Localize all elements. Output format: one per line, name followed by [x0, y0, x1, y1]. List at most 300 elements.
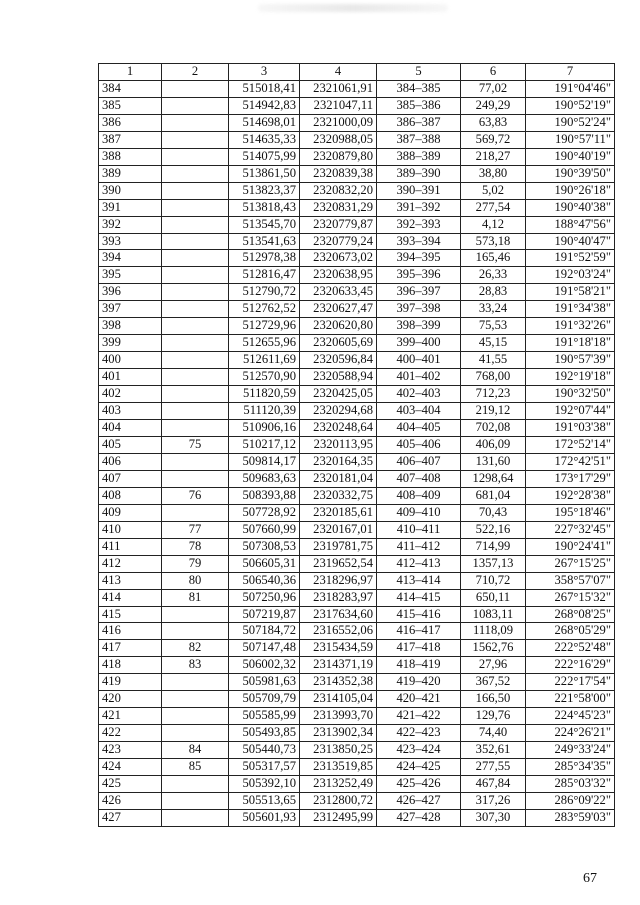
table-row	[99, 80, 615, 97]
table-cell-col-6: 307,30	[461, 809, 526, 826]
table-cell-col-2	[162, 453, 229, 470]
table-cell-col-5: 418–419	[377, 657, 461, 674]
table-cell-col-5: 399–400	[377, 335, 461, 352]
table-cell-col-1: 427	[99, 809, 162, 826]
table-cell-col-3: 505493,85	[229, 725, 300, 742]
table-cell-col-1: 392	[99, 216, 162, 233]
table-cell-col-3: 507250,96	[229, 589, 300, 606]
table-cell-col-3: 514075,99	[229, 148, 300, 165]
table-cell-col-6: 129,76	[461, 708, 526, 725]
table-cell-col-3: 511820,59	[229, 386, 300, 403]
table-cell-col-2: 78	[162, 538, 229, 555]
table-cell-col-4: 2320638,95	[300, 267, 377, 284]
table-cell-col-4: 2320673,02	[300, 250, 377, 267]
table-row	[99, 555, 615, 572]
table-cell-col-6: 712,23	[461, 386, 526, 403]
coordinates-table	[98, 63, 615, 827]
table-cell-col-6: 38,80	[461, 165, 526, 182]
table-cell-col-3: 507147,48	[229, 640, 300, 657]
table-cell-col-6: 1357,13	[461, 555, 526, 572]
table-cell-col-7: 191°32'26"	[526, 318, 615, 335]
table-row	[99, 369, 615, 386]
table-cell-col-5: 398–399	[377, 318, 461, 335]
table-cell-col-3: 513861,50	[229, 165, 300, 182]
header-col-3: 3	[229, 64, 300, 81]
table-cell-col-6: 1118,09	[461, 623, 526, 640]
table-cell-col-4: 2316552,06	[300, 623, 377, 640]
table-cell-col-2	[162, 199, 229, 216]
table-cell-col-4: 2313850,25	[300, 742, 377, 759]
table-cell-col-5: 402–403	[377, 386, 461, 403]
table-row	[99, 521, 615, 538]
table-cell-col-5: 412–413	[377, 555, 461, 572]
table-row	[99, 470, 615, 487]
table-cell-col-7: 192°19'18"	[526, 369, 615, 386]
table-cell-col-1: 410	[99, 521, 162, 538]
table-cell-col-3: 513823,37	[229, 182, 300, 199]
table-cell-col-1: 403	[99, 403, 162, 420]
table-cell-col-3: 512611,69	[229, 352, 300, 369]
table-row	[99, 97, 615, 114]
table-cell-col-4: 2320831,29	[300, 199, 377, 216]
table-cell-col-6: 75,53	[461, 318, 526, 335]
table-cell-col-2	[162, 148, 229, 165]
table-cell-col-5: 420–421	[377, 691, 461, 708]
table-cell-col-1: 413	[99, 572, 162, 589]
table-cell-col-2	[162, 97, 229, 114]
table-cell-col-7: 222°52'48"	[526, 640, 615, 657]
table-row	[99, 759, 615, 776]
table-cell-col-7: 190°40'38"	[526, 199, 615, 216]
table-cell-col-4: 2320425,05	[300, 386, 377, 403]
table-cell-col-1: 426	[99, 792, 162, 809]
table-cell-col-6: 28,83	[461, 284, 526, 301]
table-cell-col-7: 190°40'19"	[526, 148, 615, 165]
table-cell-col-2	[162, 131, 229, 148]
table-cell-col-2	[162, 216, 229, 233]
table-cell-col-7: 285°03'32"	[526, 776, 615, 793]
table-cell-col-2: 84	[162, 742, 229, 759]
table-cell-col-6: 70,43	[461, 504, 526, 521]
table-cell-col-7: 191°58'21"	[526, 284, 615, 301]
header-col-5: 5	[377, 64, 461, 81]
table-cell-col-1: 400	[99, 352, 162, 369]
table-cell-col-3: 514942,83	[229, 97, 300, 114]
table-row	[99, 792, 615, 809]
table-cell-col-4: 2312495,99	[300, 809, 377, 826]
table-cell-col-6: 367,52	[461, 674, 526, 691]
table-cell-col-4: 2320779,24	[300, 233, 377, 250]
table-cell-col-3: 506605,31	[229, 555, 300, 572]
table-cell-col-1: 419	[99, 674, 162, 691]
table-cell-col-6: 63,83	[461, 114, 526, 131]
table-cell-col-5: 419–420	[377, 674, 461, 691]
table-row	[99, 606, 615, 623]
table-cell-col-6: 249,29	[461, 97, 526, 114]
table-cell-col-1: 395	[99, 267, 162, 284]
table-row	[99, 589, 615, 606]
table-cell-col-7: 268°05'29"	[526, 623, 615, 640]
table-cell-col-2: 85	[162, 759, 229, 776]
table-cell-col-7: 221°58'00"	[526, 691, 615, 708]
table-cell-col-2: 80	[162, 572, 229, 589]
table-row	[99, 403, 615, 420]
table-cell-col-4: 2314105,04	[300, 691, 377, 708]
table-cell-col-4: 2321047,11	[300, 97, 377, 114]
table-row	[99, 284, 615, 301]
table-cell-col-6: 165,46	[461, 250, 526, 267]
table-cell-col-7: 191°52'59"	[526, 250, 615, 267]
table-cell-col-1: 388	[99, 148, 162, 165]
table-row	[99, 165, 615, 182]
table-cell-col-4: 2321000,09	[300, 114, 377, 131]
table-cell-col-4: 2320294,68	[300, 403, 377, 420]
table-cell-col-1: 422	[99, 725, 162, 742]
table-cell-col-6: 569,72	[461, 131, 526, 148]
table-cell-col-3: 512978,38	[229, 250, 300, 267]
table-cell-col-1: 393	[99, 233, 162, 250]
table-cell-col-1: 424	[99, 759, 162, 776]
header-col-6: 6	[461, 64, 526, 81]
table-cell-col-4: 2318283,97	[300, 589, 377, 606]
table-cell-col-7: 190°57'39"	[526, 352, 615, 369]
table-cell-col-7: 191°04'46"	[526, 80, 615, 97]
table-cell-col-6: 317,26	[461, 792, 526, 809]
table-cell-col-6: 1298,64	[461, 470, 526, 487]
table-row	[99, 572, 615, 589]
table-row	[99, 725, 615, 742]
table-cell-col-1: 391	[99, 199, 162, 216]
table-cell-col-2	[162, 725, 229, 742]
table-cell-col-6: 4,12	[461, 216, 526, 233]
table-cell-col-1: 414	[99, 589, 162, 606]
table-cell-col-2	[162, 80, 229, 97]
table-cell-col-4: 2320605,69	[300, 335, 377, 352]
table-cell-col-3: 513541,63	[229, 233, 300, 250]
table-cell-col-7: 188°47'56"	[526, 216, 615, 233]
table-cell-col-1: 402	[99, 386, 162, 403]
table-cell-col-7: 191°03'38"	[526, 420, 615, 437]
table-cell-col-1: 418	[99, 657, 162, 674]
table-cell-col-7: 358°57'07"	[526, 572, 615, 589]
table-cell-col-4: 2320332,75	[300, 487, 377, 504]
table-cell-col-3: 505513,65	[229, 792, 300, 809]
table-cell-col-4: 2320832,20	[300, 182, 377, 199]
table-row	[99, 386, 615, 403]
table-cell-col-2	[162, 233, 229, 250]
table-cell-col-1: 399	[99, 335, 162, 352]
table-cell-col-3: 514635,33	[229, 131, 300, 148]
table-cell-col-5: 406–407	[377, 453, 461, 470]
table-row	[99, 504, 615, 521]
table-cell-col-6: 74,40	[461, 725, 526, 742]
table-cell-col-5: 401–402	[377, 369, 461, 386]
table-cell-col-7: 192°28'38"	[526, 487, 615, 504]
table-cell-col-4: 2320779,87	[300, 216, 377, 233]
table-cell-col-1: 409	[99, 504, 162, 521]
table-cell-col-4: 2320588,94	[300, 369, 377, 386]
table-cell-col-7: 267°15'32"	[526, 589, 615, 606]
table-cell-col-4: 2320839,38	[300, 165, 377, 182]
table-cell-col-6: 131,60	[461, 453, 526, 470]
table-row	[99, 250, 615, 267]
table-cell-col-5: 407–408	[377, 470, 461, 487]
table-cell-col-1: 398	[99, 318, 162, 335]
table-row	[99, 674, 615, 691]
table-cell-col-7: 190°40'47"	[526, 233, 615, 250]
table-cell-col-3: 507660,99	[229, 521, 300, 538]
table-cell-col-1: 412	[99, 555, 162, 572]
table-cell-col-3: 512655,96	[229, 335, 300, 352]
table-cell-col-6: 218,27	[461, 148, 526, 165]
table-cell-col-1: 423	[99, 742, 162, 759]
table-row	[99, 436, 615, 453]
table-cell-col-2	[162, 776, 229, 793]
table-cell-col-3: 505392,10	[229, 776, 300, 793]
table-cell-col-1: 384	[99, 80, 162, 97]
header-col-1: 1	[99, 64, 162, 81]
table-cell-col-2	[162, 318, 229, 335]
table-cell-col-3: 508393,88	[229, 487, 300, 504]
table-cell-col-2: 76	[162, 487, 229, 504]
table-cell-col-7: 190°52'19"	[526, 97, 615, 114]
table-cell-col-3: 505601,93	[229, 809, 300, 826]
table-cell-col-2	[162, 284, 229, 301]
table-cell-col-4: 2320167,01	[300, 521, 377, 538]
table-cell-col-5: 394–395	[377, 250, 461, 267]
table-cell-col-2: 81	[162, 589, 229, 606]
table-cell-col-4: 2320181,04	[300, 470, 377, 487]
table-cell-col-3: 505709,79	[229, 691, 300, 708]
table-cell-col-3: 507308,53	[229, 538, 300, 555]
table-cell-col-4: 2320988,05	[300, 131, 377, 148]
table-cell-col-2	[162, 470, 229, 487]
table-cell-col-5: 405–406	[377, 436, 461, 453]
table-cell-col-3: 513818,43	[229, 199, 300, 216]
table-cell-col-1: 417	[99, 640, 162, 657]
table-cell-col-2: 77	[162, 521, 229, 538]
table-cell-col-7: 190°32'50"	[526, 386, 615, 403]
table-cell-col-1: 425	[99, 776, 162, 793]
table-row	[99, 352, 615, 369]
table-cell-col-3: 510217,12	[229, 436, 300, 453]
table-cell-col-5: 423–424	[377, 742, 461, 759]
table-row	[99, 182, 615, 199]
table-cell-col-2	[162, 708, 229, 725]
table-row	[99, 657, 615, 674]
table-row	[99, 691, 615, 708]
table-cell-col-1: 416	[99, 623, 162, 640]
table-cell-col-7: 224°45'23"	[526, 708, 615, 725]
table-cell-col-1: 406	[99, 453, 162, 470]
table-cell-col-4: 2320248,64	[300, 420, 377, 437]
table-header-row	[99, 64, 615, 81]
table-row	[99, 623, 615, 640]
table-cell-col-5: 387–388	[377, 131, 461, 148]
table-cell-col-3: 506002,32	[229, 657, 300, 674]
table-cell-col-7: 224°26'21"	[526, 725, 615, 742]
table-cell-col-5: 411–412	[377, 538, 461, 555]
table-row	[99, 148, 615, 165]
table-cell-col-2	[162, 420, 229, 437]
table-cell-col-4: 2320879,80	[300, 148, 377, 165]
table-cell-col-6: 573,18	[461, 233, 526, 250]
table-cell-col-7: 227°32'45"	[526, 521, 615, 538]
table-cell-col-4: 2318296,97	[300, 572, 377, 589]
table-cell-col-5: 422–423	[377, 725, 461, 742]
table-cell-col-5: 415–416	[377, 606, 461, 623]
table-cell-col-5: 410–411	[377, 521, 461, 538]
table-cell-col-3: 509683,63	[229, 470, 300, 487]
table-cell-col-7: 172°52'14"	[526, 436, 615, 453]
table-cell-col-1: 385	[99, 97, 162, 114]
table-cell-col-5: 416–417	[377, 623, 461, 640]
table-cell-col-4: 2319652,54	[300, 555, 377, 572]
table-row	[99, 335, 615, 352]
table-cell-col-5: 404–405	[377, 420, 461, 437]
table-row	[99, 301, 615, 318]
table-cell-col-2	[162, 691, 229, 708]
table-cell-col-6: 768,00	[461, 369, 526, 386]
table-row	[99, 487, 615, 504]
table-cell-col-7: 190°26'18"	[526, 182, 615, 199]
table-cell-col-2	[162, 352, 229, 369]
table-cell-col-5: 393–394	[377, 233, 461, 250]
table-cell-col-3: 514698,01	[229, 114, 300, 131]
table-row	[99, 216, 615, 233]
table-cell-col-7: 192°03'24"	[526, 267, 615, 284]
table-cell-col-4: 2320633,45	[300, 284, 377, 301]
table-cell-col-1: 408	[99, 487, 162, 504]
table-cell-col-1: 394	[99, 250, 162, 267]
table-cell-col-2	[162, 369, 229, 386]
table-cell-col-4: 2320627,47	[300, 301, 377, 318]
table-cell-col-1: 397	[99, 301, 162, 318]
table-cell-col-7: 268°08'25"	[526, 606, 615, 623]
table-row	[99, 453, 615, 470]
table-cell-col-6: 277,54	[461, 199, 526, 216]
table-cell-col-5: 424–425	[377, 759, 461, 776]
table-cell-col-7: 222°17'54"	[526, 674, 615, 691]
header-col-2: 2	[162, 64, 229, 81]
table-cell-col-7: 286°09'22"	[526, 792, 615, 809]
table-cell-col-7: 190°57'11"	[526, 131, 615, 148]
table-cell-col-7: 195°18'46"	[526, 504, 615, 521]
table-cell-col-2: 79	[162, 555, 229, 572]
table-cell-col-5: 403–404	[377, 403, 461, 420]
table-cell-col-5: 389–390	[377, 165, 461, 182]
table-cell-col-3: 505317,57	[229, 759, 300, 776]
header-col-7: 7	[526, 64, 615, 81]
table-cell-col-1: 415	[99, 606, 162, 623]
table-cell-col-3: 513545,70	[229, 216, 300, 233]
table-cell-col-6: 702,08	[461, 420, 526, 437]
table-cell-col-1: 421	[99, 708, 162, 725]
table-cell-col-3: 512570,90	[229, 369, 300, 386]
table-cell-col-6: 27,96	[461, 657, 526, 674]
table-cell-col-1: 404	[99, 420, 162, 437]
table-cell-col-7: 173°17'29"	[526, 470, 615, 487]
table-cell-col-2	[162, 623, 229, 640]
table-cell-col-4: 2313519,85	[300, 759, 377, 776]
table-cell-col-7: 190°39'50"	[526, 165, 615, 182]
table-cell-col-5: 384–385	[377, 80, 461, 97]
table-cell-col-3: 512816,47	[229, 267, 300, 284]
table-cell-col-3: 507728,92	[229, 504, 300, 521]
table-cell-col-3: 512729,96	[229, 318, 300, 335]
table-cell-col-7: 192°07'44"	[526, 403, 615, 420]
coordinates-table-body	[99, 64, 615, 827]
table-cell-col-6: 1562,76	[461, 640, 526, 657]
table-cell-col-1: 407	[99, 470, 162, 487]
table-cell-col-2: 83	[162, 657, 229, 674]
table-cell-col-6: 45,15	[461, 335, 526, 352]
table-cell-col-6: 219,12	[461, 403, 526, 420]
table-cell-col-6: 166,50	[461, 691, 526, 708]
table-cell-col-5: 413–414	[377, 572, 461, 589]
table-cell-col-1: 396	[99, 284, 162, 301]
table-row	[99, 267, 615, 284]
table-cell-col-5: 386–387	[377, 114, 461, 131]
table-cell-col-4: 2320113,95	[300, 436, 377, 453]
table-cell-col-6: 352,61	[461, 742, 526, 759]
table-cell-col-7: 191°18'18"	[526, 335, 615, 352]
table-cell-col-4: 2314352,38	[300, 674, 377, 691]
table-cell-col-2: 82	[162, 640, 229, 657]
table-cell-col-3: 505585,99	[229, 708, 300, 725]
table-cell-col-6: 650,11	[461, 589, 526, 606]
table-cell-col-1: 420	[99, 691, 162, 708]
page-header-blur	[258, 4, 448, 12]
table-cell-col-3: 509814,17	[229, 453, 300, 470]
table-cell-col-5: 392–393	[377, 216, 461, 233]
table-cell-col-4: 2312800,72	[300, 792, 377, 809]
table-cell-col-6: 5,02	[461, 182, 526, 199]
table-cell-col-5: 408–409	[377, 487, 461, 504]
table-row	[99, 742, 615, 759]
table-cell-col-7: 249°33'24"	[526, 742, 615, 759]
table-cell-col-6: 522,16	[461, 521, 526, 538]
table-cell-col-6: 406,09	[461, 436, 526, 453]
table-cell-col-3: 505981,63	[229, 674, 300, 691]
table-cell-col-5: 396–397	[377, 284, 461, 301]
table-cell-col-2	[162, 504, 229, 521]
table-cell-col-7: 190°52'24"	[526, 114, 615, 131]
table-cell-col-4: 2320596,84	[300, 352, 377, 369]
table-cell-col-6: 26,33	[461, 267, 526, 284]
table-cell-col-2	[162, 267, 229, 284]
table-row	[99, 233, 615, 250]
table-row	[99, 809, 615, 826]
table-cell-col-7: 267°15'25"	[526, 555, 615, 572]
table-cell-col-5: 400–401	[377, 352, 461, 369]
table-cell-col-3: 506540,36	[229, 572, 300, 589]
table-cell-col-2	[162, 301, 229, 318]
table-cell-col-5: 397–398	[377, 301, 461, 318]
table-cell-col-7: 285°34'35"	[526, 759, 615, 776]
table-cell-col-7: 172°42'51"	[526, 453, 615, 470]
table-cell-col-3: 507184,72	[229, 623, 300, 640]
table-cell-col-6: 277,55	[461, 759, 526, 776]
table-cell-col-5: 417–418	[377, 640, 461, 657]
table-cell-col-4: 2313993,70	[300, 708, 377, 725]
table-row	[99, 199, 615, 216]
table-cell-col-4: 2320185,61	[300, 504, 377, 521]
table-cell-col-1: 401	[99, 369, 162, 386]
table-cell-col-6: 710,72	[461, 572, 526, 589]
page-number: 67	[583, 871, 597, 886]
table-cell-col-5: 421–422	[377, 708, 461, 725]
